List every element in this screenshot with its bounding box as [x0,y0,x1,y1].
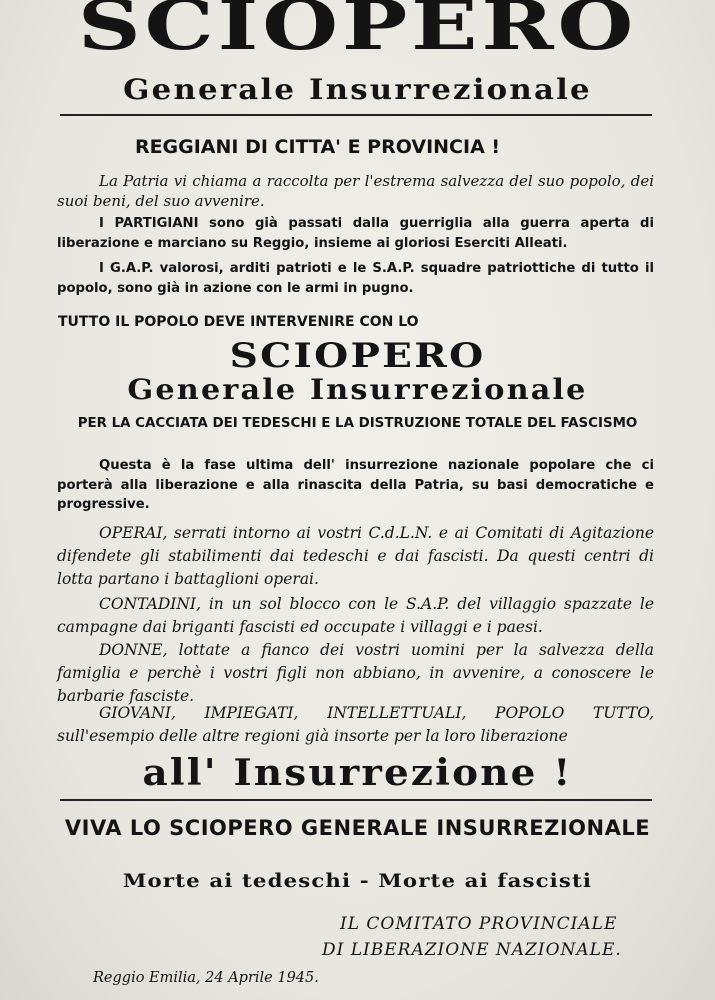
signature-line-2: DI LIBERAZIONE NAZIONALE. [322,940,622,960]
intro-paragraph-3 [57,259,654,298]
phase-paragraph [57,456,654,515]
poster-subtitle: Generale Insurrezionale [123,73,592,106]
address-text: REGGIANI DI CITTA' E PROVINCIA ! [134,136,501,158]
call-line: TUTTO IL POPOLO DEVE INTERVENIRE CON LO [58,314,419,330]
poster-subtitle-2: Generale Insurrezionale [127,373,588,406]
insurrezione-headline: all' Insurrezione ! [142,752,573,794]
operai-lead: OPERAI [99,524,163,542]
giovani-text: , sull'esempio delle altre regioni già insorte per la loro liberazione [57,704,654,745]
divider [60,114,652,116]
poster-title: SCIOPERO [77,0,638,66]
intro-paragraph-1 [57,172,654,211]
operai-paragraph [57,522,654,591]
signature-line-1: IL COMITATO PROVINCIALE [340,914,618,934]
contadini-text: , in un sol blocco con le S.A.P. del villaggio spazzate le campagne dai briganti fascisti ed occupate i villaggi e i paesi. [57,595,654,636]
intro-text-1: La Patria vi chiama a raccolta per l'estrema salvezza del suo popolo, dei suoi beni, del suo avvenire. [57,172,654,210]
intro-paragraph-2 [57,214,654,253]
date-line: Reggio Emilia, 24 Aprile 1945. [93,970,319,986]
divider-2 [60,799,652,801]
viva-line: VIVA LO SCIOPERO GENERALE INSURREZIONALE [64,816,651,840]
contadini-paragraph [57,593,654,639]
giovani-lead: GIOVANI, IMPIEGATI, INTELLETTUALI, POPOLO TUTTO [99,704,650,722]
address-line [0,136,675,158]
poster-title-2: SCIOPERO [229,336,486,376]
purpose-line: PER LA CACCIATA DEI TEDESCHI E LA DISTRUZIONE TOTALE DEL FASCISMO [77,416,638,431]
donne-text: , lottate a fianco dei vostri uomini per la salvezza della famiglia e perchè i vostri figli non abbiano, in avvenire, a conoscere le barbarie fasciste. [57,641,654,705]
morte-line: Morte ai tedeschi - Morte ai fascisti [122,870,593,892]
phase-text: Questa è la fase ultima dell' insurrezione nazionale popolare che ci porterà alla liberazione e alla rinascita della Patria, su basi democratiche e progressive. [57,458,654,512]
contadini-lead: CONTADINI [99,595,197,613]
operai-text: , serrati intorno ai vostri C.d.L.N. e ai Comitati di Agitazione difendete gli stabilimenti dai tedeschi e dai fascisti. Da questi centri di lotta partano i battaglioni operai. [57,524,654,588]
donne-paragraph [57,639,654,708]
donne-lead: DONNE [99,641,163,659]
intro-text-3: I G.A.P. valorosi, arditi patrioti e le S.A.P. squadre patriottiche di tutto il popolo, sono già in azione con le armi in pugno. [57,261,654,296]
intro-text-2: I PARTIGIANI sono già passati dalla guerriglia alla guerra aperta di liberazione e marciano su Reggio, insieme ai gloriosi Eserciti Alleati. [57,216,654,251]
giovani-paragraph [57,702,654,748]
